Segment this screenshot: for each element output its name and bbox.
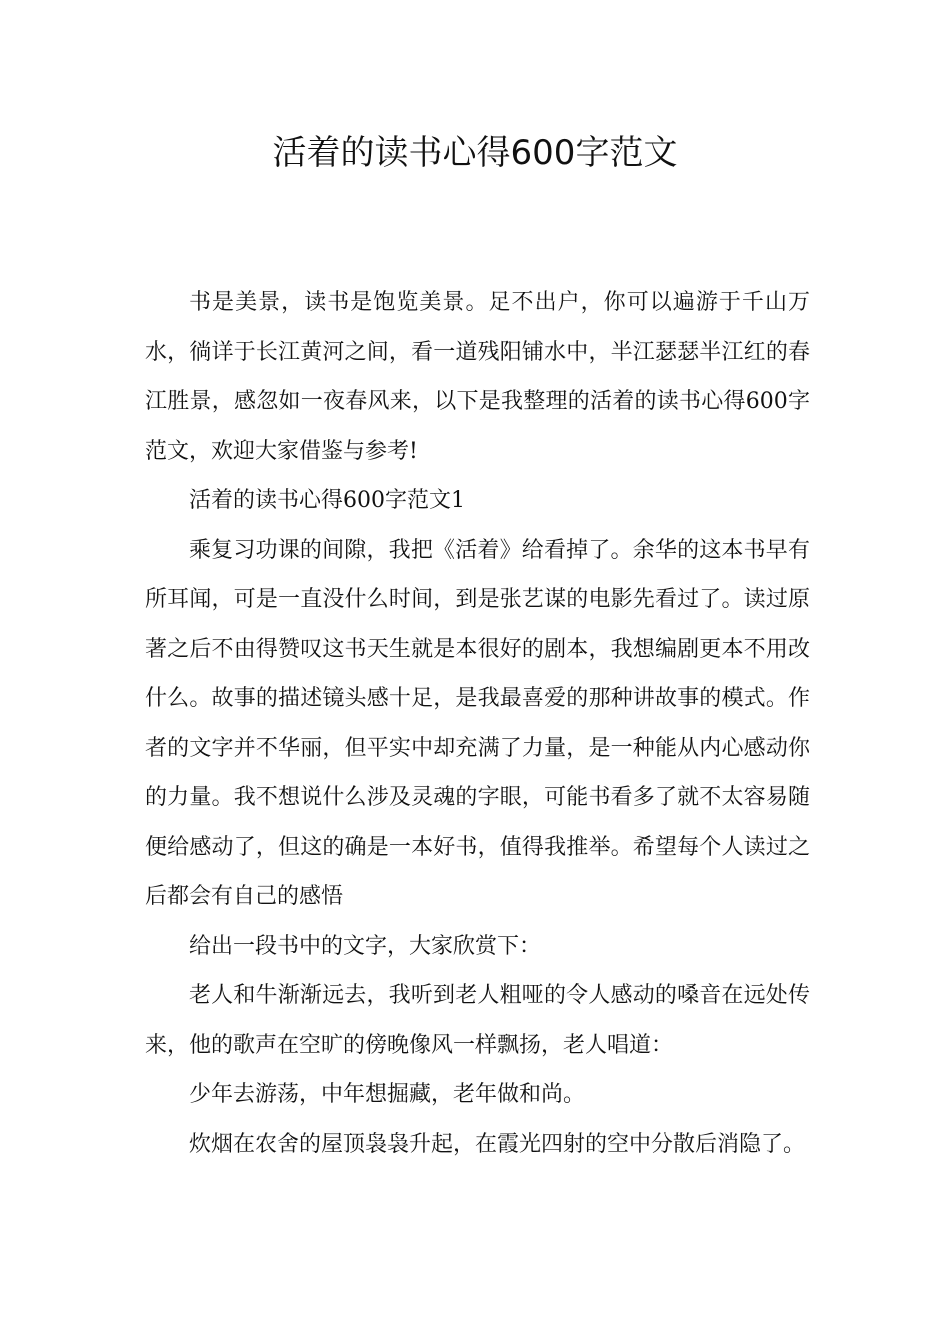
- document-title: 活着的读书心得600字范文: [272, 133, 678, 173]
- section-heading: 活着的读书心得600字范文1: [189, 488, 465, 513]
- intro-paragraph: 书是美景，读书是饱览美景。足不出户，你可以遍游于千山万水，徜详于长江黄河之间，看一道残阳铺水中，半江瑟瑟半江红的春江胜景，感忽如一夜春风来，以下是我整理的活着的读书心得600字范文，欢迎大家借鉴与参考!: [145, 290, 810, 464]
- quote-paragraph-2: 少年去游荡，中年想掘藏，老年做和尚。: [189, 1082, 586, 1107]
- document-body: [145, 278, 810, 1169]
- review-paragraph: 乘复习功课的间隙，我把《活着》给看掉了。余华的这本书早有所耳闻，可是一直没什么时间，到是张艺谋的电影先看过了。读过原著之后不由得赞叹这书天生就是本很好的剧本，我想编剧更本不用改什么。故事的描述镜头感十足，是我最喜爱的那种讲故事的模式。作者的文字并不华丽，但平实中却充满了力量，是一种能从内心感动你的力量。我不想说什么涉及灵魂的字眼，可能书看多了就不太容易随便给感动了，但这的确是一本好书，值得我推举。希望每个人读过之后都会有自己的感悟: [145, 537, 810, 909]
- quote-paragraph-1: 老人和牛渐渐远去，我听到老人粗哑的令人感动的嗓音在远处传来，他的歌声在空旷的傍晚像风一样飘扬，老人唱道：: [145, 983, 810, 1058]
- quote-paragraph-3: 炊烟在农舍的屋顶袅袅升起，在霞光四射的空中分散后消隐了。: [189, 1131, 806, 1157]
- quote-intro-paragraph: 给出一段书中的文字，大家欣赏下：: [189, 933, 542, 959]
